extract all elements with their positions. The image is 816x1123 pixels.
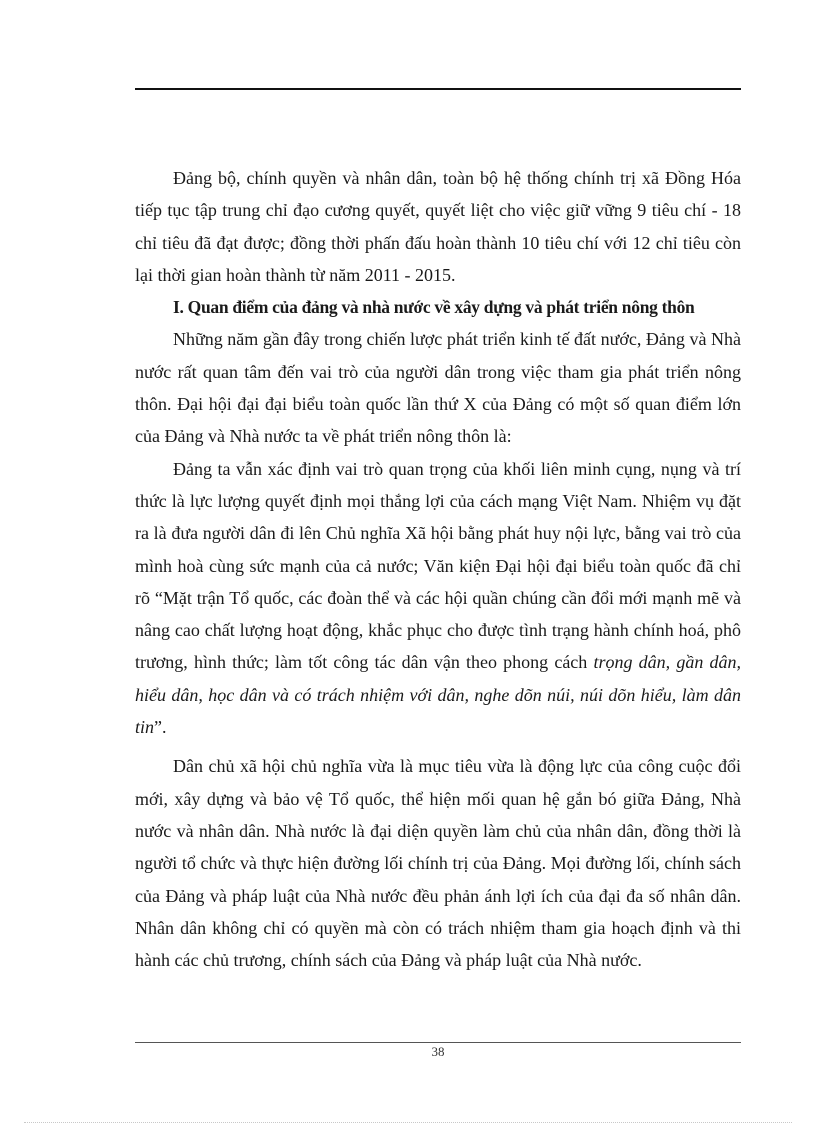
paragraph-party-alliance-italic: trọng dân, gần dân, hiểu dân, học dân và có trách nhiệm với dân, nghe dõn núi, núi dõn hiểu, làm dân tin xyxy=(135,652,741,738)
footer-rule xyxy=(135,1042,741,1043)
paragraph-party-alliance-end: ”. xyxy=(154,717,167,738)
paragraph-party-alliance-text: Đảng ta vẫn xác định vai trò quan trọng của khối liên minh cụng, nụng và trí thức là lực lượng quyết định mọi thắng lợi của cách mạng Việt Nam. Nhiệm vụ đặt ra là đưa người dân đi lên Chủ nghĩa Xã hội bằng phát huy nội lực, bằng vai trò của mình hoà cùng sức mạnh của cả nước; Văn kiện Đại hội đại biểu toàn quốc đã chỉ rõ “Mặt trận Tổ quốc, các đoàn thể và các hội quần chúng cần đổi mới mạnh mẽ và nâng cao chất lượng hoạt động, khắc phục cho được tình trạng hành chính hoá, phô trương, hình thức; làm tốt công tác dân vận theo phong cách xyxy=(135,458,741,673)
paragraph-party-alliance xyxy=(135,453,741,744)
page-number: 38 xyxy=(431,1044,445,1059)
header-rule xyxy=(135,88,741,90)
section-heading: I. Quan điểm của đảng và nhà nước về xây dựng và phát triển nông thôn xyxy=(173,297,695,318)
paragraph-recent-years: Những năm gần đây trong chiến lược phát triển kinh tế đất nước, Đảng và Nhà nước rất quan tâm đến vai trò của người dân trong việc tham gia phát triển nông thôn. Đại hội đại đại biểu toàn quốc lần thứ X của Đảng có một số quan điểm lớn của Đảng và Nhà nước ta về phát triển nông thôn là: xyxy=(135,329,741,447)
paragraph-dong-hoa-targets: Đảng bộ, chính quyền và nhân dân, toàn bộ hệ thống chính trị xã Đồng Hóa tiếp tục tập trung chỉ đạo cương quyết, quyết liệt cho việc giữ vững 9 tiêu chí - 18 chỉ tiêu đã đạt được; đồng thời phấn đấu hoàn thành 10 tiêu chí với 12 chỉ tiêu còn lại thời gian hoàn thành từ năm 2011 - 2015. xyxy=(135,168,741,285)
paragraph-socialist-democracy: Dân chủ xã hội chủ nghĩa vừa là mục tiêu vừa là động lực của công cuộc đổi mới, xây dựng và bảo vệ Tổ quốc, thể hiện mối quan hệ gắn bó giữa Đảng, Nhà nước và nhân dân. Nhà nước là đại diện quyền làm chủ của nhân dân, đồng thời là người tổ chức và thực hiện đường lối chính trị của Đảng. Mọi đường lối, chính sách của Đảng và pháp luật của Nhà nước đều phản ánh lợi ích của đại đa số nhân dân. Nhân dân không chỉ có quyền mà còn có trách nhiệm tham gia hoạch định và thi hành các chủ trương, chính sách của Đảng và pháp luật của Nhà nước. xyxy=(135,756,741,971)
document-body xyxy=(135,162,741,976)
